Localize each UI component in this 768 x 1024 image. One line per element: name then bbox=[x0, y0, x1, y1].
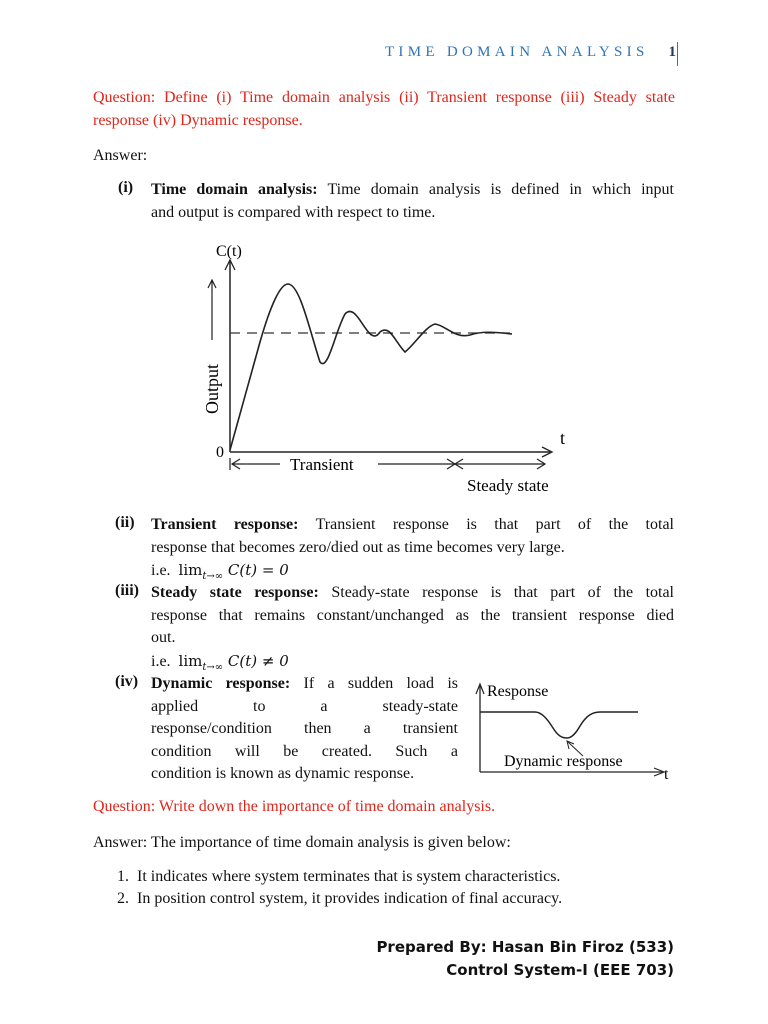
list-item: 2. In position control system, it provides indication of final accuracy. bbox=[117, 890, 563, 907]
item-i-line1: Time domain analysis is defined in which input bbox=[327, 181, 674, 198]
steady-state-label: Steady state bbox=[467, 476, 549, 495]
term-time-domain: Time domain analysis: bbox=[151, 181, 318, 198]
header-divider bbox=[677, 42, 678, 66]
item-iv-line2: applied to a steady-state bbox=[151, 697, 458, 715]
footer-author: Prepared By: Hasan Bin Firoz (533) bbox=[376, 938, 674, 956]
item-iii-formula: i.e. $\lim_{t\to\infty} C(t) \ne 0$ bbox=[151, 651, 289, 673]
item-iv-line4: condition will be created. Such a bbox=[151, 742, 458, 760]
item-label-i: (i) bbox=[118, 179, 134, 196]
dynamic-response-curve bbox=[480, 712, 638, 738]
item-ii-line1: Transient response is that part of the total bbox=[315, 516, 674, 533]
item-i-line2: and output is compared with respect to time. bbox=[151, 203, 436, 221]
x-axis-label: t bbox=[560, 428, 566, 448]
response-curve bbox=[230, 284, 512, 450]
origin-label: 0 bbox=[216, 444, 224, 461]
term-steady-state: Steady state response: bbox=[151, 584, 319, 601]
item-label-ii: (ii) bbox=[115, 514, 135, 531]
term-dynamic: Dynamic response: bbox=[151, 675, 291, 692]
list-item: 1. It indicates where system terminates that is system characteristics. bbox=[117, 868, 561, 885]
item-iii-line3: out. bbox=[151, 629, 176, 646]
item-iv-line1: If a sudden load is bbox=[303, 675, 458, 692]
item-ii-text bbox=[151, 514, 674, 585]
item-ii-line2: response that becomes zero/died out as time becomes very large. bbox=[151, 538, 565, 556]
item-iv-line3: response/condition then a transient bbox=[151, 720, 458, 737]
item-label-iii: (iii) bbox=[115, 582, 139, 599]
page-header bbox=[330, 44, 676, 61]
y-axis-top-label: C(t) bbox=[216, 243, 242, 260]
item-label-iv: (iv) bbox=[115, 673, 139, 690]
item-iii-line2: response that remains constant/unchanged as the transient response died bbox=[151, 606, 674, 624]
response-axis-label: Response bbox=[487, 683, 549, 700]
item-ii-formula: i.e. $\lim_{t\to\infty} C(t) = 0$ bbox=[151, 561, 289, 582]
item-iii-line1: Steady-state response is that part of the total bbox=[331, 584, 674, 601]
item-iii-text bbox=[151, 582, 674, 675]
answer-label-1: Answer: bbox=[93, 147, 148, 164]
time-axis-label: t bbox=[664, 766, 669, 783]
question-1: Question: Define (i) Time domain analysis (ii) Transient response (iii) Steady state response (iv) Dynamic response. bbox=[93, 89, 675, 129]
item-iv-text bbox=[151, 673, 458, 786]
dynamic-response-figure bbox=[470, 678, 680, 788]
header-title: TIME DOMAIN ANALYSIS bbox=[384, 44, 649, 60]
term-transient: Transient response: bbox=[151, 516, 299, 533]
dynamic-response-annotation: Dynamic response bbox=[504, 753, 623, 770]
y-axis-output-label: Output bbox=[202, 363, 222, 414]
answer-2: Answer: The importance of time domain analysis is given below: bbox=[93, 834, 511, 851]
question-2: Question: Write down the importance of time domain analysis. bbox=[93, 798, 496, 815]
time-response-figure bbox=[190, 232, 580, 502]
item-iv-line5: condition is known as dynamic response. bbox=[151, 765, 415, 782]
page-number: 1 bbox=[668, 44, 676, 60]
footer-course: Control System-I (EEE 703) bbox=[446, 961, 674, 979]
item-i-text bbox=[151, 179, 674, 224]
transient-label: Transient bbox=[290, 455, 354, 474]
